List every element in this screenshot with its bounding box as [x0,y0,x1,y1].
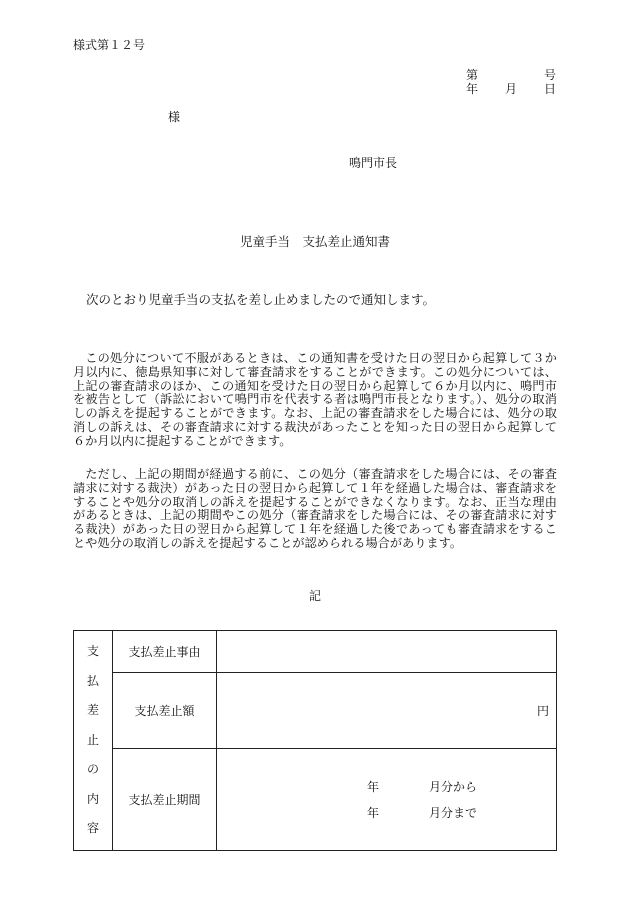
period-from-year: 年 [367,779,380,794]
date-month: 月 [504,82,517,96]
side-label-char: 止 [86,732,99,747]
side-label-cell [74,631,113,851]
date-day: 日 [543,82,556,96]
side-label-char: 差 [86,703,99,718]
amount-label: 支払差止額 [113,673,217,749]
side-label-char: の [86,762,99,777]
period-to-year: 年 [367,805,380,820]
side-label-char: 容 [86,821,99,836]
period-label: 支払差止期間 [113,749,217,851]
ki-heading: 記 [308,589,321,603]
addressee: 様 [168,110,181,124]
period-value [217,749,557,851]
period-from [367,774,477,800]
issuer: 鳴門市長 [349,156,398,170]
document-title: 児童手当 支払差止通知書 [239,234,390,249]
side-label-char: 支 [86,644,99,659]
appeal-paragraph: この処分について不服があるときは、この通知書を受けた日の翌日から起算して３か月以内に、徳島県知事に対して審査請求をすることができます。この処分については、上記の審査請求のほか、この通知を受けた日の翌日から起算して６か月以内に、鳴門市を被告として（訴訟において鳴門市を代表する者は鳴門市長となります。）、処分の取消しの訴えを提起することができます。なお、上記の審査請求をした場合には、処分の取消しの訴えは、その審査請求に対する裁決があったことを知った日の翌日から起算して６か月以内に提起することができます。 [73,351,557,448]
reason-label: 支払差止事由 [113,631,217,673]
number-prefix: 第 [466,68,479,82]
number-suffix: 号 [543,68,556,82]
issue-date [466,80,556,97]
reason-value [217,631,557,673]
period-to-month: 月分まで [428,805,477,820]
period-from-month: 月分から [428,779,477,794]
detail-table [73,630,557,851]
proviso-paragraph: ただし、上記の期間が経過する前に、この処分（審査請求をした場合には、その審査請求に対する裁決）があった日の翌日から起算して１年を経過した場合は、審査請求をすることや処分の取消しの訴えを提起することができなくなります。なお、正当な理由があるときは、上記の期間やこの処分（審査請求をした場合には、その審査請求に対する裁決）があった日の翌日から起算して１年を経過した後であっても審査請求をすることや処分の取消しの訴えを提起することが認められる場合があります。 [73,467,557,550]
period-to [367,800,477,826]
amount-value [217,673,557,749]
date-year: 年 [466,82,479,96]
amount-unit: 円 [536,704,549,718]
side-label-char: 払 [86,673,99,688]
side-label-char: 内 [86,791,99,806]
form-number: 様式第１２号 [73,38,146,52]
notice-text: 次のとおり児童手当の支払を差し止めましたので通知します。 [86,292,436,307]
